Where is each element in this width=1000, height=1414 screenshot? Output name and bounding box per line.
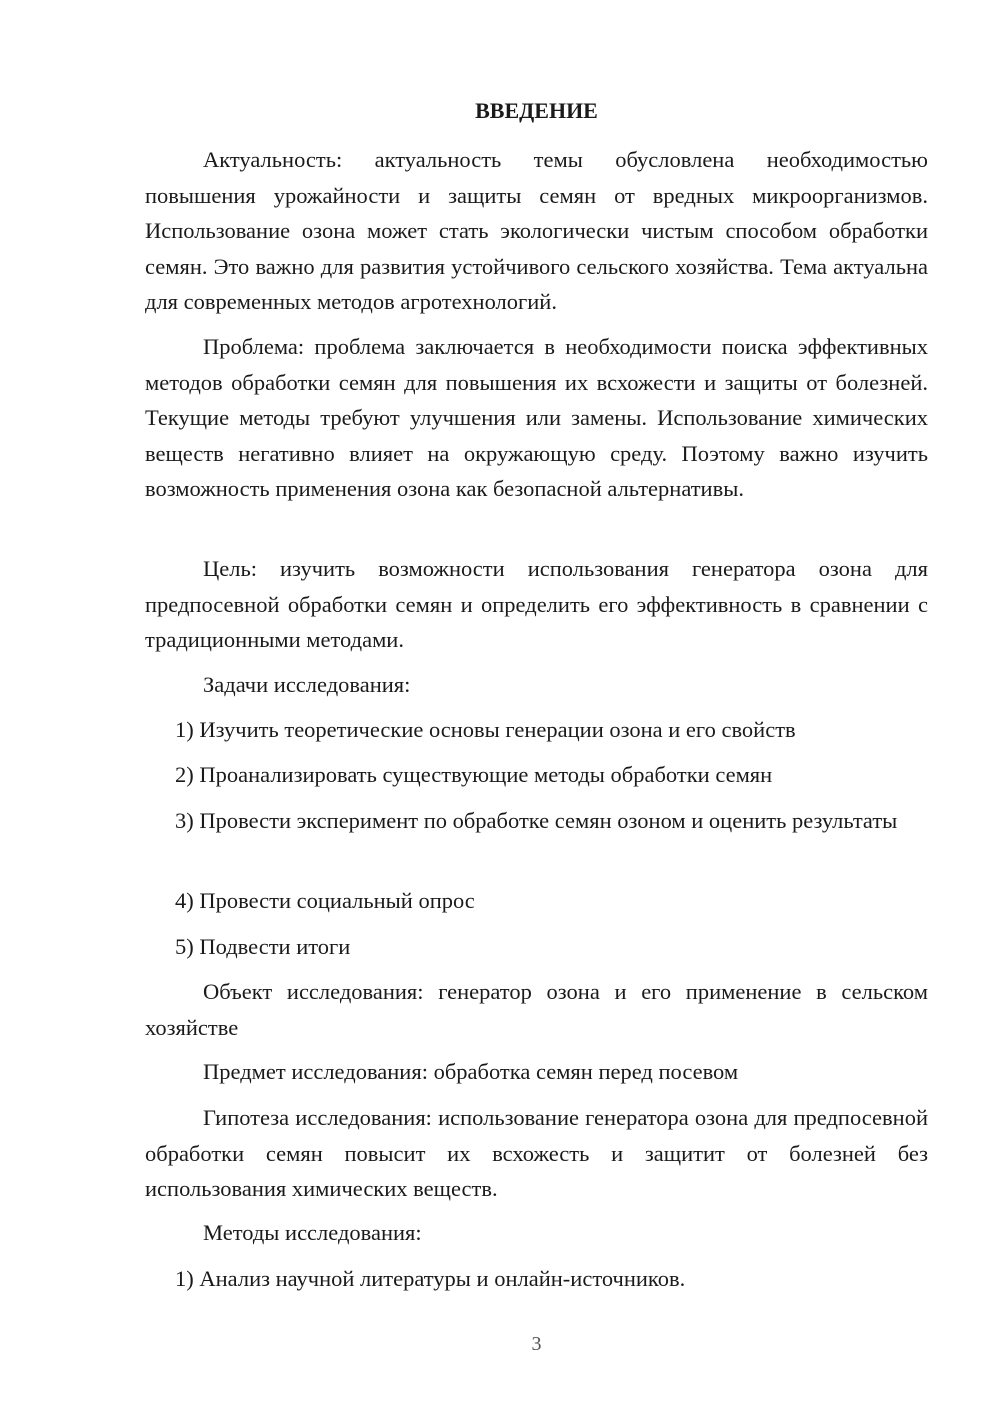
page-number: 3 bbox=[531, 1333, 542, 1355]
paragraph-subject: Предмет исследования: обработка семян перед посевом bbox=[203, 1059, 739, 1084]
paragraph-goal: Цель: изучить возможности использования генератора озона для предпосевной обработки семян и определить его эффективность в сравнении с традиционными методами. bbox=[145, 556, 928, 652]
paragraph-relevance: Актуальность: актуальность темы обусловлена необходимостью повышения урожайности и защиты семян от вредных микроорганизмов. Использование озона может стать экологически чистым способом обработки семян. Это важно для развития устойчивого сельского хозяйства. Тема актуальна для современных методов агротехнологий. bbox=[145, 147, 928, 314]
paragraph-object: Объект исследования: генератор озона и его применение в сельском хозяйстве bbox=[145, 979, 928, 1040]
methods-heading: Методы исследования: bbox=[203, 1220, 422, 1245]
task-item-2: 2) Проанализировать существующие методы обработки семян bbox=[175, 762, 773, 787]
section-title: ВВЕДЕНИЕ bbox=[475, 98, 598, 123]
task-item-5: 5) Подвести итоги bbox=[175, 934, 351, 959]
paragraph-hypothesis: Гипотеза исследования: использование генератора озона для предпосевной обработки семян повысит их всхожесть и защитит от болезней без использования химических веществ. bbox=[145, 1105, 928, 1201]
task-item-3: 3) Провести эксперимент по обработке семян озоном и оценить результаты bbox=[175, 808, 898, 833]
method-item-1: 1) Анализ научной литературы и онлайн-источников. bbox=[175, 1266, 686, 1291]
task-item-4: 4) Провести социальный опрос bbox=[175, 888, 475, 913]
paragraph-problem: Проблема: проблема заключается в необходимости поиска эффективных методов обработки семян для повышения их всхожести и защиты от болезней. Текущие методы требуют улучшения или замены. Использование химических веществ негативно влияет на окружающую среду. Поэтому важно изучить возможность применения озона как безопасной альтернативы. bbox=[145, 334, 928, 501]
task-item-1: 1) Изучить теоретические основы генерации озона и его свойств bbox=[175, 717, 796, 742]
tasks-heading: Задачи исследования: bbox=[203, 672, 411, 697]
